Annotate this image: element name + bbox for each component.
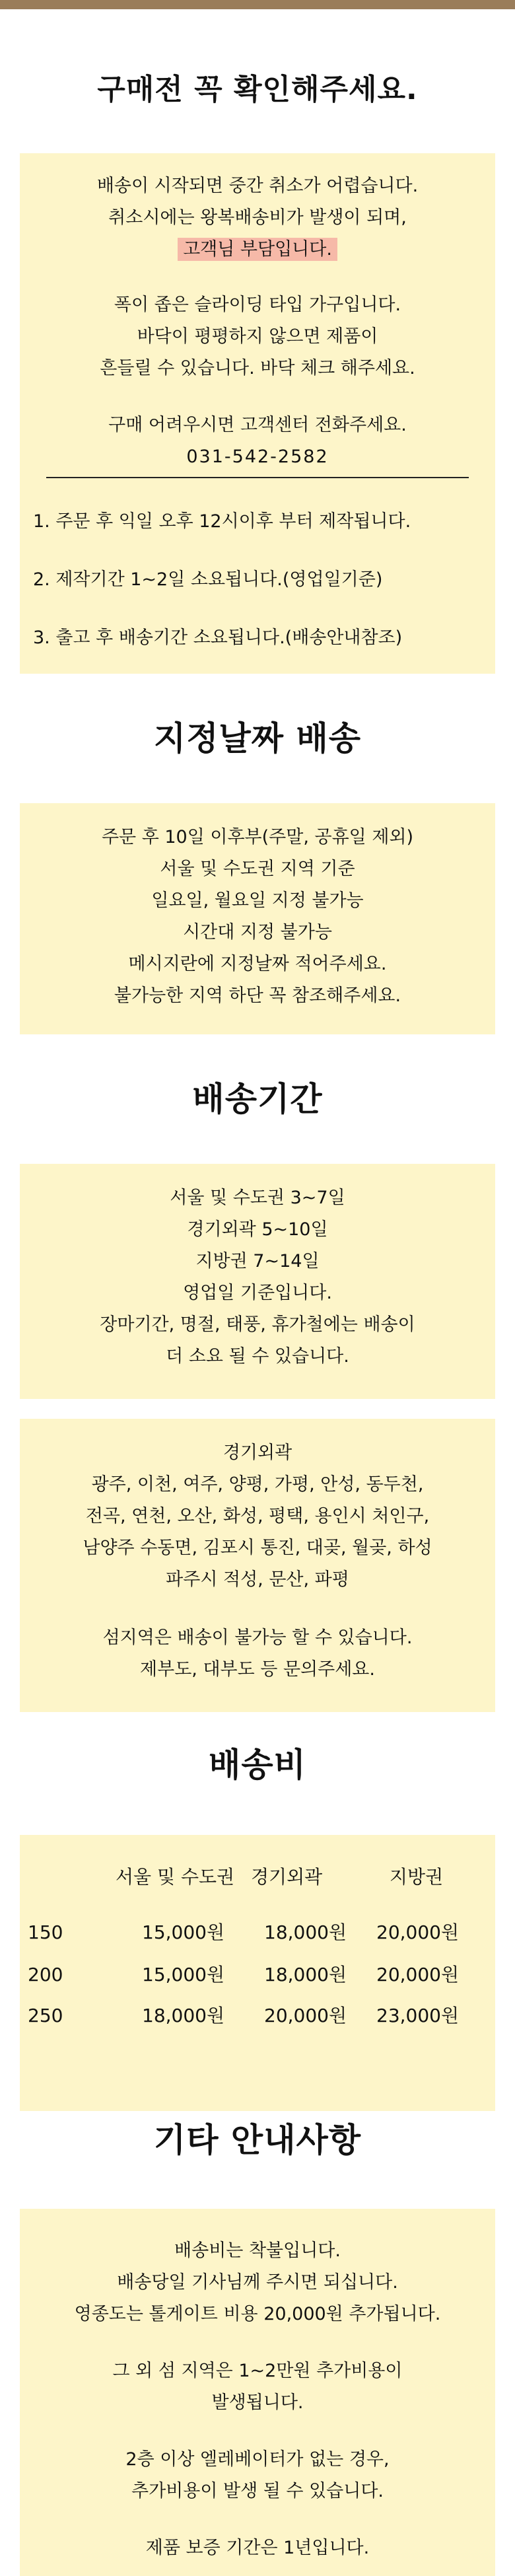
purchase-notice-box bbox=[20, 153, 495, 674]
notice-line: 배송이 시작되면 중간 취소가 어렵습니다. bbox=[96, 176, 419, 196]
info-line: 주문 후 10일 이후부(주말, 공휴일 제외) bbox=[101, 827, 414, 847]
other-info-box bbox=[20, 2209, 495, 2576]
info-line: 제품 보증 기간은 1년입니다. bbox=[145, 2538, 370, 2558]
notice-line-highlight bbox=[20, 238, 495, 262]
section-title-date-delivery: 지정날짜 배송 bbox=[153, 719, 362, 758]
info-line: 더 소요 될 수 있습니다. bbox=[166, 1346, 349, 1367]
info-line: 그 외 섬 지역은 1~2만원 추가비용이 bbox=[112, 2361, 403, 2381]
column-header: 지방권 bbox=[390, 1866, 444, 1888]
fee-value: 15,000원 bbox=[142, 1921, 225, 1943]
info-line: 장마기간, 명절, 태풍, 휴가철에는 배송이 bbox=[100, 1314, 415, 1335]
fee-value: 18,000원 bbox=[142, 2005, 225, 2026]
info-line: 남양주 수동면, 김포시 통진, 대곶, 월곶, 하성 bbox=[83, 1538, 432, 1558]
notice-line: 취소시에는 왕복배송비가 발생이 되며, bbox=[108, 207, 407, 228]
production-note: 3. 출고 후 배송기간 소요됩니다.(배송안내참조) bbox=[33, 627, 403, 648]
info-line: 발생됩니다. bbox=[211, 2392, 304, 2413]
info-line: 시간대 지정 불가능 bbox=[183, 922, 332, 943]
fee-value: 20,000원 bbox=[376, 1964, 460, 1986]
delivery-period-box bbox=[20, 1164, 495, 1399]
info-line: 불가능한 지역 하단 꼭 참조해주세요. bbox=[114, 985, 401, 1006]
info-line: 배송당일 기사님께 주시면 되십니다. bbox=[117, 2272, 398, 2293]
info-line: 일요일, 월요일 지정 불가능 bbox=[151, 890, 364, 911]
notice-line: 바닥이 평평하지 않으면 제품이 bbox=[137, 326, 378, 347]
section-title-other-info: 기타 안내사항 bbox=[153, 2121, 362, 2159]
info-line: 영종도는 톨게이트 비용 20,000원 추가됩니다. bbox=[74, 2304, 441, 2324]
info-line: 영업일 기준입니다. bbox=[183, 1283, 332, 1303]
production-note: 2. 제작기간 1~2일 소요됩니다.(영업일기준) bbox=[33, 569, 383, 590]
delivery-fee-table bbox=[20, 1835, 495, 2111]
info-line: 전곡, 연천, 오산, 화성, 평택, 용인시 처인구, bbox=[85, 1506, 430, 1526]
production-note: 1. 주문 후 익일 오후 12시이후 부터 제작됩니다. bbox=[33, 511, 411, 532]
highlight-text: 고객님 부담입니다. bbox=[178, 238, 337, 261]
fee-value: 20,000원 bbox=[264, 2005, 347, 2026]
info-line: 광주, 이천, 여주, 양평, 가평, 안성, 동두천, bbox=[91, 1474, 424, 1495]
info-line: 서울 및 수도권 지역 기준 bbox=[160, 859, 355, 879]
info-line: 제부도, 대부도 등 문의주세요. bbox=[140, 1659, 375, 1680]
size-label: 200 bbox=[28, 1964, 63, 1986]
fee-value: 15,000원 bbox=[142, 1964, 225, 1986]
top-accent-bar bbox=[0, 0, 515, 9]
divider bbox=[46, 477, 469, 478]
notice-line: 폭이 좁은 슬라이딩 타입 가구입니다. bbox=[114, 295, 401, 315]
size-label: 250 bbox=[28, 2005, 63, 2026]
info-line: 2층 이상 엘레베이터가 없는 경우, bbox=[125, 2449, 390, 2470]
phone-number: 031-542-2582 bbox=[186, 447, 329, 467]
info-line: 경기외곽 bbox=[223, 1443, 292, 1463]
section-title-purchase-check: 구매전 꼭 확인해주세요. bbox=[97, 73, 418, 106]
fee-value: 20,000원 bbox=[376, 1921, 460, 1943]
remote-area-box bbox=[20, 1419, 495, 1712]
date-delivery-box bbox=[20, 803, 495, 1034]
section-title-delivery-period: 배송기간 bbox=[192, 1080, 323, 1118]
fee-value: 18,000원 bbox=[264, 1921, 347, 1943]
notice-line: 구매 어려우시면 고객센터 전화주세요. bbox=[108, 415, 407, 435]
info-line: 추가비용이 발생 될 수 있습니다. bbox=[131, 2481, 384, 2501]
size-label: 150 bbox=[28, 1921, 63, 1943]
info-line: 배송비는 착불입니다. bbox=[174, 2240, 341, 2261]
notice-line: 흔들릴 수 있습니다. 바닥 체크 해주세요. bbox=[100, 358, 415, 378]
info-line: 파주시 적성, 문산, 파평 bbox=[166, 1569, 349, 1590]
info-line: 경기외곽 5~10일 bbox=[187, 1219, 328, 1240]
section-title-delivery-fee: 배송비 bbox=[209, 1746, 306, 1784]
fee-value: 18,000원 bbox=[264, 1964, 347, 1986]
info-line: 메시지란에 지정날짜 적어주세요. bbox=[128, 954, 387, 974]
info-line: 섬지역은 배송이 불가능 할 수 있습니다. bbox=[102, 1628, 413, 1648]
info-line: 지방권 7~14일 bbox=[195, 1251, 320, 1271]
column-header: 서울 및 수도권 bbox=[116, 1866, 235, 1888]
fee-value: 23,000원 bbox=[376, 2005, 460, 2026]
column-header: 경기외곽 bbox=[251, 1866, 323, 1888]
info-line: 서울 및 수도권 3~7일 bbox=[170, 1188, 345, 1208]
